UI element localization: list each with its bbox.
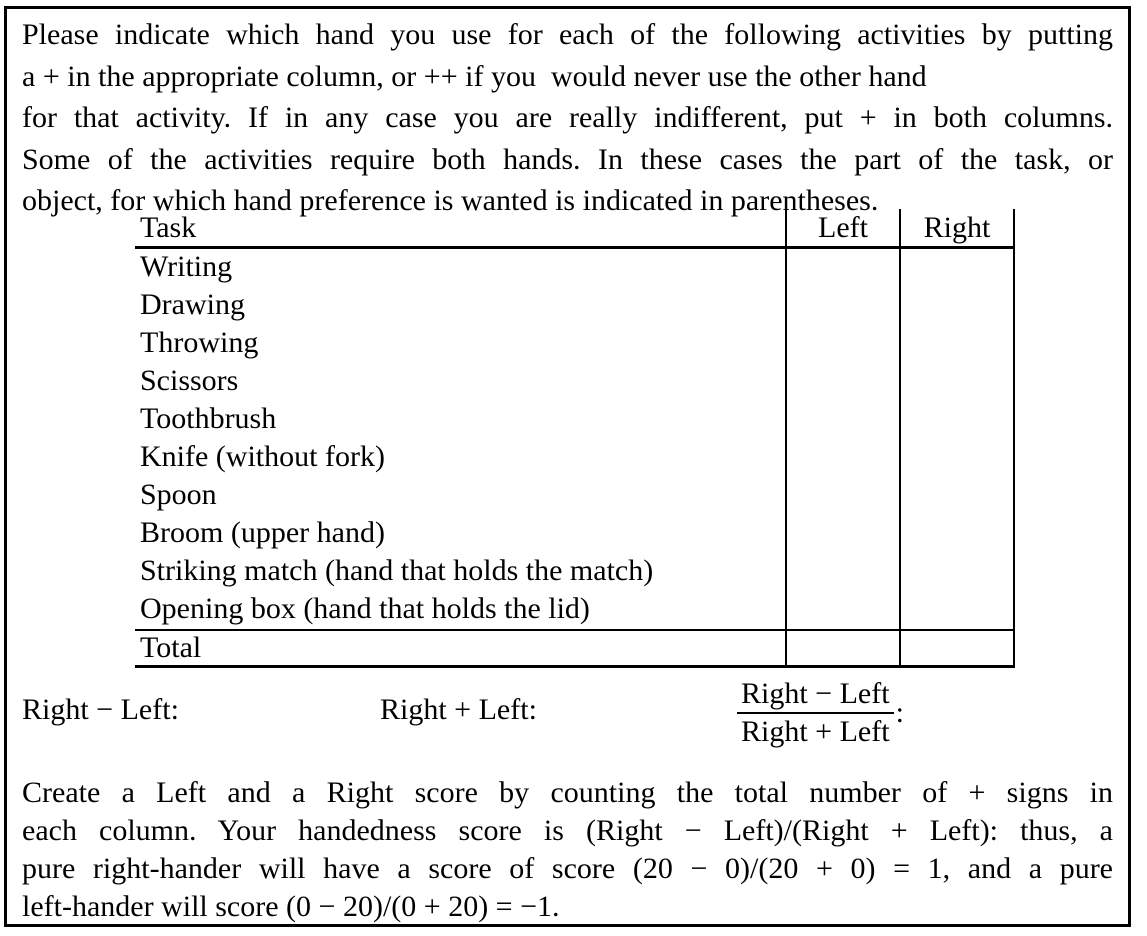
left-hand-cell (786, 515, 900, 553)
right-hand-cell (900, 401, 1014, 439)
table-row (135, 248, 1014, 288)
right-hand-cell (900, 553, 1014, 591)
instructions-line-2: a + in the appropriate column, or ++ if you would never use the other hand (22, 59, 927, 93)
explanation-line-2: each column. Your handedness score is (Right − Left)/(Right + Left): thus, a (22, 814, 1113, 847)
total-row (135, 630, 1014, 667)
left-hand-cell (786, 591, 900, 630)
left-hand-cell (786, 553, 900, 591)
questionnaire-box (4, 6, 1131, 927)
table-row (135, 477, 1014, 515)
right-hand-cell (900, 363, 1014, 401)
left-hand-cell (786, 325, 900, 363)
total-right-cell (900, 630, 1014, 667)
instructions-paragraph (22, 14, 1113, 222)
task-label: Knife (without fork) (140, 440, 385, 473)
right-plus-left-label: Right + Left: (380, 693, 537, 726)
instructions-line-4: Some of the activities require both hands. In these cases the part of the task, or (22, 142, 1113, 176)
right-hand-cell (900, 287, 1014, 325)
table-row (135, 591, 1014, 630)
task-label: Opening box (hand that holds the lid) (140, 592, 590, 625)
fraction-colon: : (895, 696, 904, 729)
left-hand-cell (786, 439, 900, 477)
instructions-line-3: for that activity. If in any case you are really indifferent, put + in both columns. (22, 101, 1113, 134)
right-hand-cell (900, 439, 1014, 477)
task-label: Drawing (140, 288, 245, 321)
task-label: Scissors (140, 364, 239, 397)
table-row (135, 553, 1014, 591)
score-section (22, 669, 1113, 774)
task-label: Throwing (140, 326, 259, 359)
right-hand-cell (900, 477, 1014, 515)
table-row (135, 363, 1014, 401)
table-body (135, 248, 1014, 631)
column-header-right: Right (900, 209, 1014, 248)
explanation-line-1: Create a Left and a Right score by counting the total number of + signs in (22, 776, 1113, 809)
explanation-line-3: pure right-hander will have a score of score (20 − 0)/(20 + 0) = 1, and a pure (22, 852, 1113, 885)
task-label: Toothbrush (140, 402, 277, 435)
explanation-line-4: left-hander will score (0 − 20)/(0 + 20) = −1. (22, 890, 560, 923)
left-hand-cell (786, 363, 900, 401)
table-row (135, 401, 1014, 439)
total-left-cell (786, 630, 900, 667)
right-minus-left-label: Right − Left: (22, 693, 179, 726)
right-hand-cell (900, 591, 1014, 630)
right-hand-cell (900, 515, 1014, 553)
table-footer (135, 630, 1014, 667)
instructions-line-5: object, for which hand preference is wanted is indicated in parentheses. (22, 184, 879, 217)
table-row (135, 325, 1014, 363)
task-label: Spoon (140, 478, 217, 511)
table-row (135, 515, 1014, 553)
table-header (135, 209, 1014, 248)
right-hand-cell (900, 248, 1014, 288)
total-label: Total (135, 630, 786, 667)
fraction-denominator: Right + Left (741, 715, 890, 748)
task-label: Striking match (hand that holds the match) (140, 554, 654, 587)
task-label: Broom (upper hand) (140, 516, 385, 549)
instructions-line-1: Please indicate which hand you use for each of the following activities by putting (22, 18, 1113, 51)
task-label: Writing (140, 250, 233, 283)
right-hand-cell (900, 325, 1014, 363)
table-header-row (135, 209, 1014, 248)
column-header-left: Left (786, 209, 900, 248)
left-hand-cell (786, 401, 900, 439)
handedness-table (135, 209, 1015, 668)
fraction-numerator: Right − Left (737, 677, 894, 714)
handedness-ratio-formula (737, 677, 904, 749)
left-hand-cell (786, 477, 900, 515)
column-header-task: Task (135, 209, 786, 248)
explanation-paragraph (22, 774, 1113, 926)
fraction (737, 677, 894, 749)
left-hand-cell (786, 287, 900, 325)
table-row (135, 287, 1014, 325)
table-row (135, 439, 1014, 477)
left-hand-cell (786, 248, 900, 288)
